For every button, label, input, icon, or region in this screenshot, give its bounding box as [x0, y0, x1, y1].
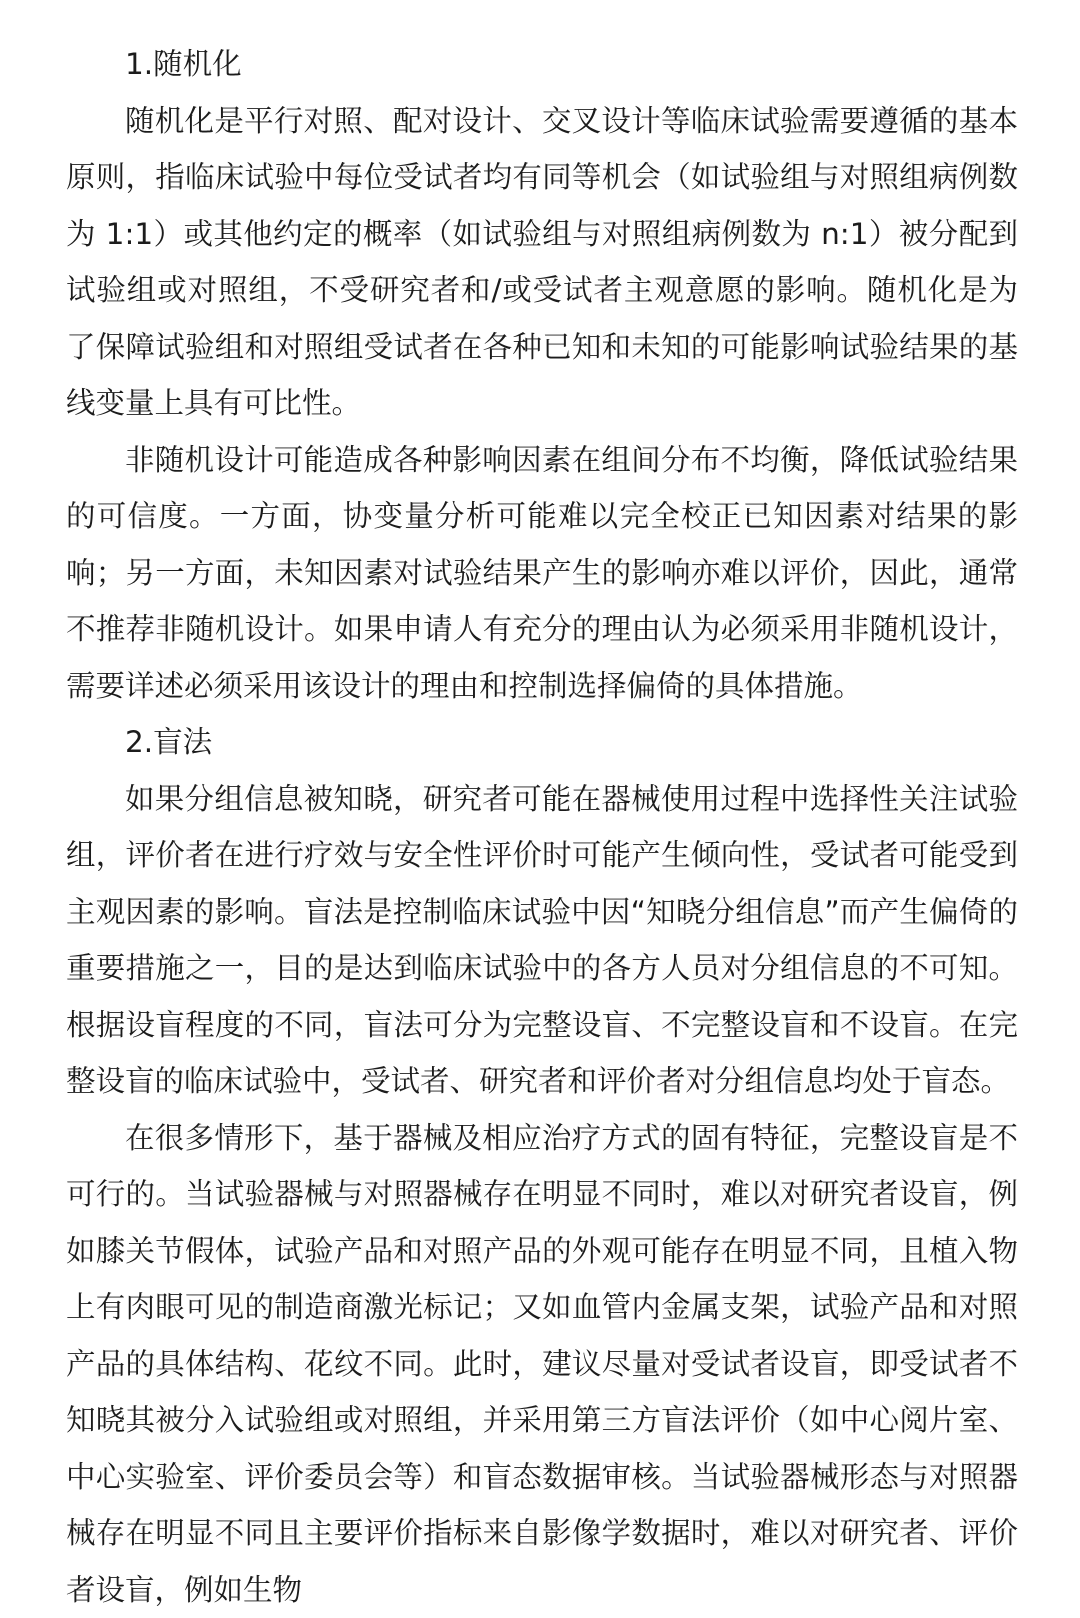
paragraph-non-random-design: 非随机设计可能造成各种影响因素在组间分布不均衡，降低试验结果的可信度。一方面，协变量分析可能难以完全校正已知因素对结果的影响；另一方面，未知因素对试验结果产生的影响亦难以评价，因此，通常不推荐非随机设计。如果申请人有充分的理由认为必须采用非随机设计，需要详述必须采用该设计的理由和控制选择偏倚的具体措施。	[66, 432, 1018, 715]
paragraph-randomization-definition: 随机化是平行对照、配对设计、交叉设计等临床试验需要遵循的基本原则，指临床试验中每位受试者均有同等机会（如试验组与对照组病例数为 1:1）或其他约定的概率（如试验组与对照组病例数为 n:1）被分配到试验组或对照组，不受研究者和/或受试者主观意愿的影响。随机化是为了保障试验组和对照组受试者在各种已知和未知的可能影响试验结果的基线变量上具有可比性。	[66, 93, 1018, 432]
paragraph-blinding-infeasible: 在很多情形下，基于器械及相应治疗方式的固有特征，完整设盲是不可行的。当试验器械与对照器械存在明显不同时，难以对研究者设盲，例如膝关节假体，试验产品和对照产品的外观可能存在明显不同，且植入物上有肉眼可见的制造商激光标记；又如血管内金属支架，试验产品和对照产品的具体结构、花纹不同。此时，建议尽量对受试者设盲，即受试者不知晓其被分入试验组或对照组，并采用第三方盲法评价（如中心阅片室、中心实验室、评价委员会等）和盲态数据审核。当试验器械形态与对照器械存在明显不同且主要评价指标来自影像学数据时，难以对研究者、评价者设盲，例如生物	[66, 1110, 1018, 1618]
section-heading-randomization: 1.随机化	[66, 36, 1018, 93]
section-heading-blinding: 2.盲法	[66, 714, 1018, 771]
document-page	[66, 36, 1018, 1618]
paragraph-blinding-definition: 如果分组信息被知晓，研究者可能在器械使用过程中选择性关注试验组，评价者在进行疗效与安全性评价时可能产生倾向性，受试者可能受到主观因素的影响。盲法是控制临床试验中因“知晓分组信息”而产生偏倚的重要措施之一，目的是达到临床试验中的各方人员对分组信息的不可知。根据设盲程度的不同，盲法可分为完整设盲、不完整设盲和不设盲。在完整设盲的临床试验中，受试者、研究者和评价者对分组信息均处于盲态。	[66, 771, 1018, 1110]
